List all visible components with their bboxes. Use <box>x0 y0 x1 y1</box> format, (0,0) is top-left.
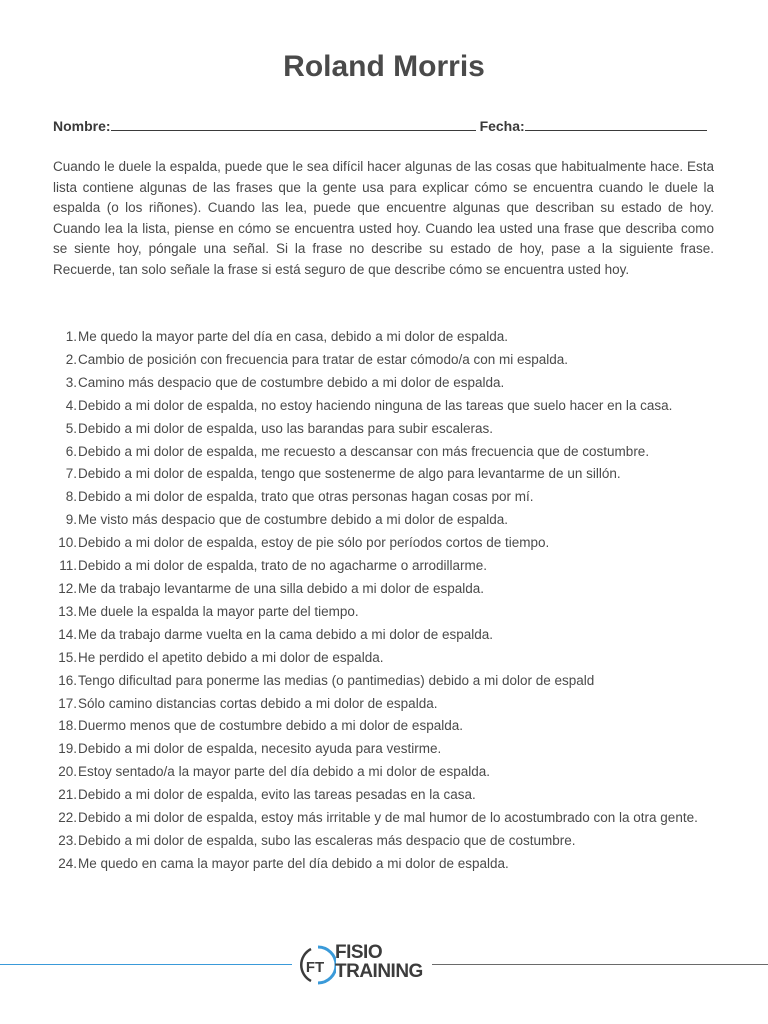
list-item[interactable] <box>53 532 714 555</box>
item-number: 5. <box>65 420 77 436</box>
item-text: Debido a mi dolor de espalda, no estoy haciendo ninguna de las tareas que suelo hacer en la casa. <box>78 397 673 413</box>
item-text: He perdido el apetito debido a mi dolor de espalda. <box>78 649 384 665</box>
list-item[interactable] <box>53 441 714 464</box>
item-text: Cambio de posición con frecuencia para tratar de estar cómodo/a con mi espalda. <box>78 351 569 367</box>
item-number: 19. <box>58 741 77 757</box>
list-item[interactable] <box>53 784 714 807</box>
item-text: Debido a mi dolor de espalda, necesito ayuda para vestirme. <box>78 741 442 757</box>
list-item[interactable] <box>53 418 714 441</box>
item-number: 11. <box>59 558 77 574</box>
list-item[interactable] <box>53 715 714 738</box>
page-title: Roland Morris <box>283 50 485 83</box>
list-item[interactable] <box>53 738 714 761</box>
item-text: Debido a mi dolor de espalda, trato que otras personas hagan cosas por mí. <box>78 489 534 505</box>
item-text: Debido a mi dolor de espalda, tengo que sostenerme de algo para levantarme de un sillón. <box>78 466 621 482</box>
list-item[interactable] <box>53 761 714 784</box>
item-text: Debido a mi dolor de espalda, subo las escaleras más despacio que de costumbre. <box>78 832 576 848</box>
list-item[interactable] <box>53 349 714 372</box>
list-item[interactable] <box>53 853 714 876</box>
item-number: 6. <box>65 443 77 459</box>
item-text: Debido a mi dolor de espalda, uso las barandas para subir escaleras. <box>78 420 493 436</box>
item-text: Debido a mi dolor de espalda, trato de no agacharme o arrodillarme. <box>78 558 487 574</box>
logo-wordmark <box>335 943 423 981</box>
list-item[interactable] <box>53 807 714 830</box>
list-item[interactable] <box>53 486 714 509</box>
item-text: Estoy sentado/a la mayor parte del día debido a mi dolor de espalda. <box>78 764 491 780</box>
item-number: 9. <box>65 512 77 528</box>
item-number: 3. <box>65 374 77 390</box>
list-item[interactable] <box>53 830 714 853</box>
item-text: Me da trabajo darme vuelta en la cama debido a mi dolor de espalda. <box>78 626 493 642</box>
footer-divider-right <box>432 964 768 965</box>
item-text: Me quedo en cama la mayor parte del día debido a mi dolor de espalda. <box>78 855 509 871</box>
item-number: 23. <box>58 832 77 848</box>
footer <box>0 935 768 995</box>
item-text: Me duele la espalda la mayor parte del tiempo. <box>78 603 359 619</box>
item-number: 20. <box>58 764 77 780</box>
item-number: 13. <box>58 603 77 619</box>
intro-paragraph: Cuando le duele la espalda, puede que le sea difícil hacer algunas de las cosas que habitualmente hace. Esta lista contiene algunas de las frases que la gente usa para explicar cómo se encuentra cuando le duele la espalda (o los riñones). Cuando las lea, puede que encuentre algunas que describan su estado de hoy. Cuando lea la lista, piense en cómo se encuentra usted hoy. Cuando lea usted una frase que describa como se siente hoy, póngale una señal. Si la frase no describe su estado de hoy, pase a la siguiente frase. Recuerde, tan solo señale la frase si está seguro de que describe cómo se encuentra usted hoy. <box>53 159 714 277</box>
list-item[interactable] <box>53 647 714 670</box>
item-number: 12. <box>58 580 77 596</box>
item-text: Sólo camino distancias cortas debido a mi dolor de espalda. <box>78 695 438 711</box>
list-item[interactable] <box>53 624 714 647</box>
logo-line-2: TRAINING <box>335 961 423 982</box>
item-number: 7. <box>65 466 77 482</box>
fisio-training-logo-icon <box>296 943 336 987</box>
item-number: 14. <box>58 626 77 642</box>
date-field[interactable] <box>525 116 707 131</box>
item-text: Debido a mi dolor de espalda, me recuesto a descansar con más frecuencia que de costumbre. <box>78 443 650 459</box>
item-number: 10. <box>58 535 77 551</box>
list-item[interactable] <box>53 578 714 601</box>
list-item[interactable] <box>53 693 714 716</box>
item-number: 21. <box>58 787 77 803</box>
list-item[interactable] <box>53 463 714 486</box>
item-text: Camino más despacio que de costumbre debido a mi dolor de espalda. <box>78 374 505 390</box>
item-number: 15. <box>58 649 77 665</box>
item-number: 24. <box>58 855 77 871</box>
name-label: Nombre: <box>53 118 111 134</box>
logo-line-1: FISIO <box>335 942 383 963</box>
item-number: 1. <box>65 329 77 344</box>
logo-mark-text: FT <box>305 959 325 976</box>
item-number: 16. <box>58 672 77 688</box>
item-number: 2. <box>65 351 77 367</box>
footer-divider-left <box>0 964 292 965</box>
item-number: 18. <box>58 718 77 734</box>
list-item[interactable] <box>53 670 714 693</box>
name-field[interactable] <box>111 116 476 131</box>
item-number: 17. <box>58 695 77 711</box>
list-item[interactable] <box>53 601 714 624</box>
item-text: Me visto más despacio que de costumbre debido a mi dolor de espalda. <box>78 512 508 528</box>
fisio-training-logo <box>296 939 436 989</box>
item-text: Me quedo la mayor parte del día en casa, debido a mi dolor de espalda. <box>78 329 509 344</box>
item-text: Debido a mi dolor de espalda, estoy de pie sólo por períodos cortos de tiempo. <box>78 535 550 551</box>
item-text: Debido a mi dolor de espalda, evito las tareas pesadas en la casa. <box>78 787 476 803</box>
item-number: 22. <box>58 810 77 826</box>
item-text: Tengo dificultad para ponerme las medias (o pantimedias) debido a mi dolor de espald <box>78 672 595 688</box>
list-item[interactable] <box>53 395 714 418</box>
item-number: 8. <box>65 489 77 505</box>
questionnaire-list <box>53 326 714 876</box>
form-fields <box>53 114 713 134</box>
list-item[interactable] <box>53 372 714 395</box>
date-label: Fecha: <box>479 118 525 134</box>
list-item[interactable] <box>53 326 714 349</box>
list-item[interactable] <box>53 509 714 532</box>
item-number: 4. <box>65 397 77 413</box>
item-text: Duermo menos que de costumbre debido a mi dolor de espalda. <box>78 718 463 734</box>
list-item[interactable] <box>53 555 714 578</box>
item-text: Debido a mi dolor de espalda, estoy más irritable y de mal humor de lo acostumbrado con la otra gente. <box>78 810 698 826</box>
item-text: Me da trabajo levantarme de una silla debido a mi dolor de espalda. <box>78 580 485 596</box>
